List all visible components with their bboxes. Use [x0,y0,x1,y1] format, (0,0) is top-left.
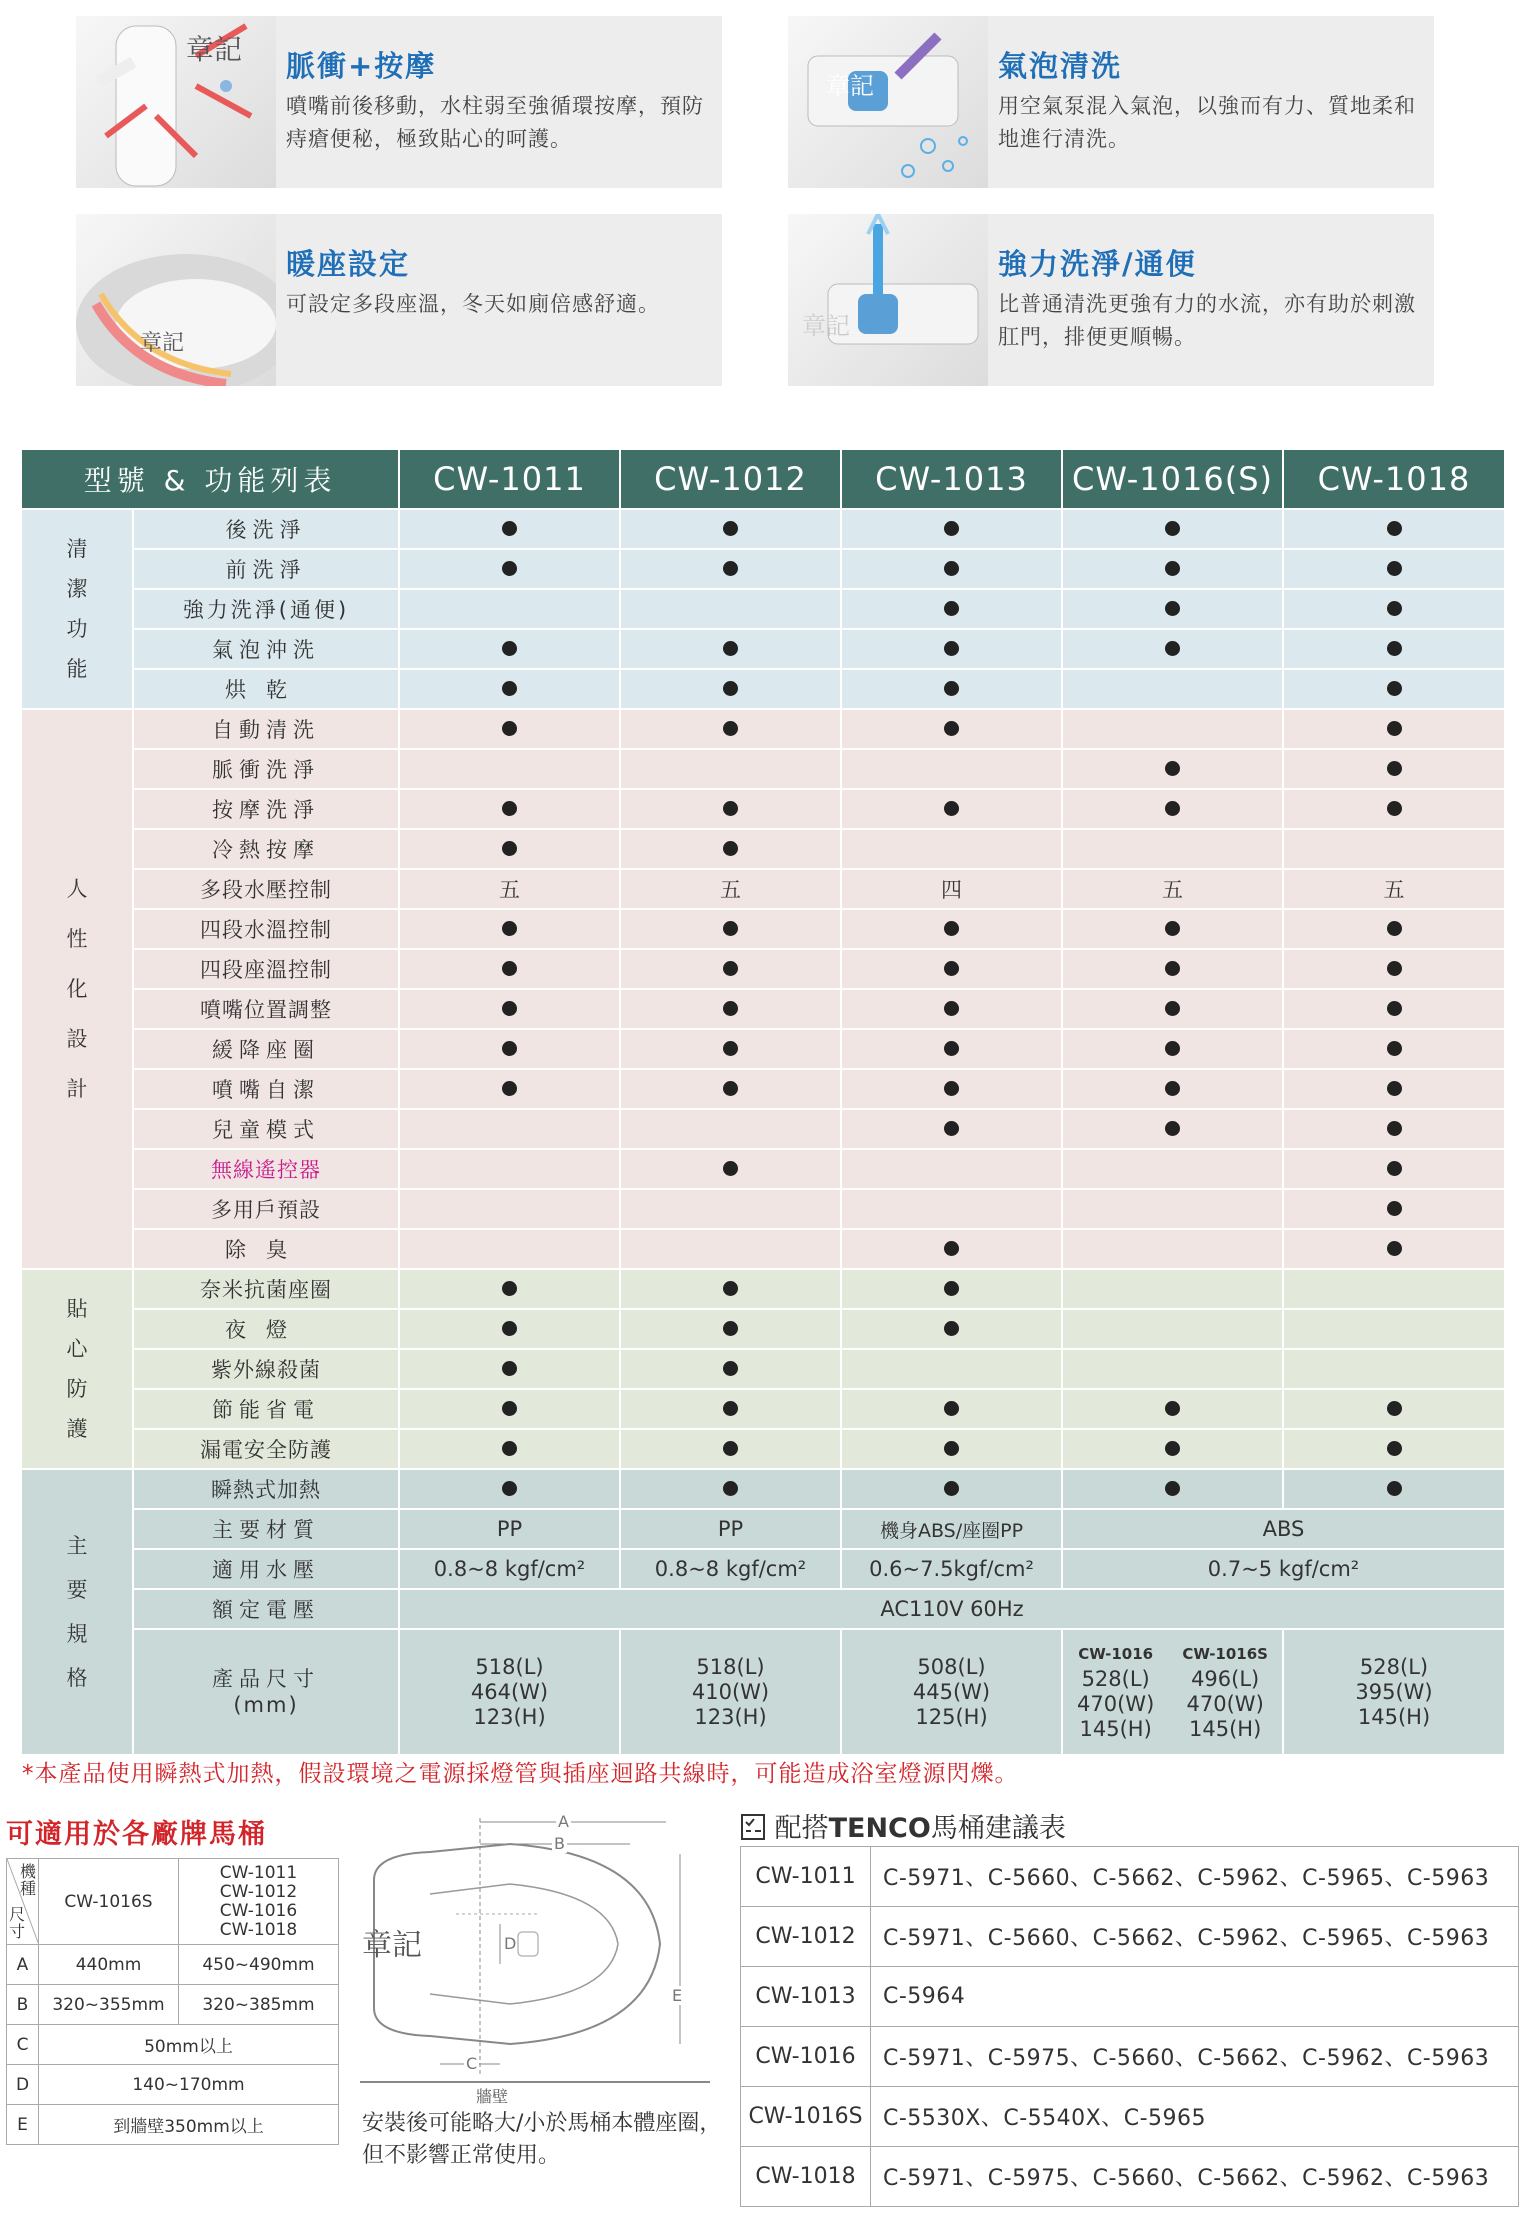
size-line: 518(L) [475,1654,544,1679]
group-label [21,1469,133,1755]
dot-mark [1165,641,1180,656]
dim-value: 450~490mm [179,1945,339,1985]
dot-mark [944,921,959,936]
group-label-text: 清潔功能 [66,537,88,681]
size-line: 470(W) [1186,1692,1264,1716]
bubble-wash-icon [788,16,988,188]
tenco-title-pre: 配搭 [774,1813,829,1844]
feature-label: 節能省電 [133,1389,399,1429]
tenco-list: C-5530X、C-5540X、C-5965 [871,2087,1519,2147]
dot-mark [1387,1161,1402,1176]
dot-mark [502,721,517,736]
feature-desc: 可設定多段座溫，冬天如廁倍感舒適。 [286,292,660,316]
dot-mark [502,1281,517,1296]
dim-label-e: E [672,1986,683,2005]
table-row [741,2087,1519,2147]
watermark: 章記 [140,331,185,356]
dim-value: 50mm以上 [39,2025,339,2065]
table-row [21,1589,1505,1629]
pressure-value: 0.6~7.5kgf/cm² [841,1549,1062,1589]
dot-mark [723,961,738,976]
dot-mark [1387,641,1402,656]
tenco-list: C-5964 [871,1967,1519,2027]
table-row [21,629,1505,669]
size-line: 464(W) [470,1679,549,1704]
size-line: 496(L) [1191,1667,1260,1691]
tenco-model: CW-1016 [741,2027,871,2087]
dot-mark [1387,1241,1402,1256]
table-row [21,1389,1505,1429]
tenco-model: CW-1016S [741,2087,871,2147]
size-line: 145(H) [1079,1717,1152,1741]
dot-mark [1387,601,1402,616]
dot-mark [502,1441,517,1456]
dot-mark [944,1041,959,1056]
feature-label: 額定電壓 [133,1589,399,1629]
group-label-text: 貼心防護 [66,1297,88,1441]
table-row [741,1847,1519,1907]
table-row [21,1309,1505,1349]
tenco-list: C-5971、C-5660、C-5662、C-5962、C-5965、C-5963 [871,1907,1519,1967]
feature-label: 前洗淨 [133,549,399,589]
dot-mark [502,561,517,576]
feature-card-pulse [76,16,722,188]
dot-mark [944,521,959,536]
dot-mark [502,521,517,536]
size-line: 518(L) [696,1654,765,1679]
heated-seat-icon [76,214,276,386]
table-row [741,1967,1519,2027]
dot-mark [502,801,517,816]
dot-mark [1387,1481,1402,1496]
dot-mark [1387,1001,1402,1016]
dot-mark [723,1441,738,1456]
power-wash-icon [788,214,988,386]
dot-mark [1387,1081,1402,1096]
compat-col-header [179,1859,339,1945]
dot-mark [502,1001,517,1016]
feature-label: 主要材質 [133,1509,399,1549]
group-label [21,509,133,709]
dim-value: 320~385mm [179,1985,339,2025]
dot-mark [723,721,738,736]
size-line: 508(L) [917,1654,986,1679]
dot-mark [723,921,738,936]
dot-mark [1165,1481,1180,1496]
table-row [21,789,1505,829]
table-row [7,1985,339,2025]
feature-label: 漏電安全防護 [133,1429,399,1469]
table-row [21,549,1505,589]
model-header: CW-1012 [620,449,841,509]
flicker-note: *本產品使用瞬熱式加熱，假設環境之電源採燈管與插座迴路共線時，可能造成浴室燈源閃爍。 [22,1761,1019,1787]
table-row [7,1859,339,1945]
dot-mark [502,641,517,656]
dot-mark [1165,921,1180,936]
table-row [21,949,1505,989]
dot-mark [1165,801,1180,816]
table-row [7,2105,339,2145]
table-row [21,1229,1505,1269]
material-value: ABS [1062,1509,1505,1549]
dot-mark [1165,1041,1180,1056]
feature-label: 夜燈 [133,1309,399,1349]
feature-title: 強力洗淨/通便 [998,247,1197,281]
table-row [21,1269,1505,1309]
table-row [21,1149,1505,1189]
feature-label: 多用戶預設 [133,1189,399,1229]
model-line: CW-1011 [219,1862,298,1883]
watermark: 章記 [186,33,243,66]
corner-cell [7,1859,39,1945]
table-row [21,669,1505,709]
level-value: 五 [620,869,841,909]
dot-mark [502,921,517,936]
tenco-title [740,1806,1066,1845]
dot-mark [944,1281,959,1296]
dot-mark [1387,561,1402,576]
size-line: 528(L) [1081,1667,1150,1691]
corner-top-label: 機種 [20,1862,37,1898]
dot-mark [723,1281,738,1296]
dot-mark [1387,1041,1402,1056]
dot-mark [944,961,959,976]
caption-line: 但不影響正常使用。 [362,2143,561,2168]
model-header: CW-1011 [399,449,620,509]
feature-label: 氣泡沖洗 [133,629,399,669]
watermark: 章記 [362,1928,422,1963]
table-row [741,1907,1519,1967]
feature-label: 烘乾 [133,669,399,709]
dot-mark [1387,721,1402,736]
dim-value: 440mm [39,1945,179,1985]
diagram-caption [362,2108,721,2172]
size-line: 445(W) [912,1679,991,1704]
dot-mark [723,841,738,856]
compat-col-header: CW-1016S [39,1859,179,1945]
dim-value: 320~355mm [39,1985,179,2025]
dot-mark [723,1161,738,1176]
table-row [21,829,1505,869]
dim-key: E [7,2105,39,2145]
group-label [21,709,133,1269]
dim-value: 140~170mm [39,2065,339,2105]
size-cell [841,1629,1062,1755]
dot-mark [502,1041,517,1056]
dot-mark [723,1001,738,1016]
dot-mark [723,1321,738,1336]
dim-key: D [7,2065,39,2105]
tenco-list: C-5971、C-5975、C-5660、C-5662、C-5962、C-5963 [871,2147,1519,2207]
dot-mark [723,1361,738,1376]
watermark: 章記 [802,312,850,340]
table-row [21,1629,1505,1755]
tenco-title-post: 馬桶建議表 [930,1813,1066,1844]
feature-label [133,1629,399,1755]
dot-mark [944,1481,959,1496]
dot-mark [944,721,959,736]
table-row [7,1945,339,1985]
feature-label: 緩降座圈 [133,1029,399,1069]
material-value: PP [620,1509,841,1549]
size-line: 410(W) [691,1679,770,1704]
pressure-value: 0.7~5 kgf/cm² [1062,1549,1505,1589]
size-subheader: CW-1016 [1078,1645,1154,1663]
tenco-table [740,1846,1519,2207]
feature-desc: 比普通清洗更強有力的水流，亦有助於刺激肛門，排便更順暢。 [998,292,1416,349]
group-label-text: 人性化設計 [66,877,88,1101]
checklist-icon [740,1813,766,1841]
table-row [21,589,1505,629]
dot-mark [1165,521,1180,536]
feature-label: 瞬熱式加熱 [133,1469,399,1509]
dot-mark [723,1041,738,1056]
dot-mark [944,561,959,576]
pressure-value: 0.8~8 kgf/cm² [620,1549,841,1589]
material-value: PP [399,1509,620,1549]
dot-mark [1387,681,1402,696]
size-cell [620,1629,841,1755]
feature-title: 暖座設定 [286,247,411,281]
feature-card-power-wash [788,214,1434,386]
dot-mark [1165,1121,1180,1136]
dot-mark [502,841,517,856]
tenco-model: CW-1013 [741,1967,871,2027]
dot-mark [1165,1001,1180,1016]
size-line: 125(H) [915,1704,988,1729]
dot-mark [1165,601,1180,616]
dot-mark [944,1241,959,1256]
feature-desc: 用空氣泵混入氣泡，以強而有力、質地柔和地進行清洗。 [998,94,1416,151]
dot-mark [944,801,959,816]
table-row [7,2065,339,2105]
dot-mark [1387,521,1402,536]
dot-mark [944,601,959,616]
table-row [21,1189,1505,1229]
dot-mark [1387,921,1402,936]
dot-mark [944,1081,959,1096]
corner-bottom-label: 尺寸 [9,1905,26,1941]
feature-label-highlight: 無線遙控器 [133,1149,399,1189]
model-header: CW-1013 [841,449,1062,509]
dot-mark [1165,561,1180,576]
spec-header-title: 型號 & 功能列表 [21,449,399,509]
tenco-model: CW-1018 [741,2147,871,2207]
dot-mark [944,641,959,656]
dot-mark [944,1121,959,1136]
table-row [7,2025,339,2065]
dot-mark [1165,961,1180,976]
tenco-list: C-5971、C-5975、C-5660、C-5662、C-5962、C-5963 [871,2027,1519,2087]
tenco-model: CW-1011 [741,1847,871,1907]
group-label [21,1269,133,1469]
dot-mark [723,801,738,816]
dim-label-a: A [558,1812,569,1831]
feature-label: 冷熱按摩 [133,829,399,869]
size-line: 395(W) [1355,1679,1433,1704]
size-cell [1283,1629,1505,1755]
voltage-value: AC110V 60Hz [399,1589,1505,1629]
dot-mark [723,1401,738,1416]
dot-mark [502,1081,517,1096]
table-row [21,1469,1505,1509]
feature-label: 奈米抗菌座圈 [133,1269,399,1309]
pressure-value: 0.8~8 kgf/cm² [399,1549,620,1589]
model-header: CW-1016(S) [1062,449,1283,509]
size-unit: (mm) [233,1693,299,1717]
size-line: 123(H) [694,1704,767,1729]
table-row [21,1429,1505,1469]
table-row [21,1549,1505,1589]
material-value: 機身ABS/座圈PP [841,1509,1062,1549]
table-row [21,749,1505,789]
dim-key: B [7,1985,39,2025]
model-line: CW-1016 [219,1900,298,1921]
dot-mark [723,1481,738,1496]
level-value: 五 [1283,869,1505,909]
dot-mark [723,681,738,696]
feature-card-bubble [788,16,1434,188]
table-row [21,1349,1505,1389]
feature-label: 多段水壓控制 [133,869,399,909]
feature-card-heated-seat [76,214,722,386]
dot-mark [1387,961,1402,976]
pulse-nozzle-icon [76,16,276,188]
tenco-model: CW-1012 [741,1907,871,1967]
compat-table [6,1858,339,2145]
dot-mark [1387,801,1402,816]
feature-label: 後洗淨 [133,509,399,549]
dim-key: A [7,1945,39,1985]
table-row [741,2147,1519,2207]
model-line: CW-1018 [219,1919,298,1940]
feature-label: 噴嘴位置調整 [133,989,399,1029]
table-row [21,1069,1505,1109]
feature-label: 自動清洗 [133,709,399,749]
table-row [21,509,1505,549]
dot-mark [1165,761,1180,776]
table-row [21,1509,1505,1549]
dim-label-b: B [554,1834,565,1853]
feature-label: 四段座溫控制 [133,949,399,989]
table-row [21,869,1505,909]
tenco-brand: TENCO [828,1813,931,1844]
feature-label: 兒童模式 [133,1109,399,1149]
feature-label: 四段水溫控制 [133,909,399,949]
dot-mark [1387,1201,1402,1216]
dot-mark [1387,1401,1402,1416]
dot-mark [1165,1081,1180,1096]
table-row [21,1109,1505,1149]
dot-mark [1165,1441,1180,1456]
dim-label-c: C [466,2054,478,2073]
dim-value: 到牆壁350mm以上 [39,2105,339,2145]
feature-label: 脈衝洗淨 [133,749,399,789]
feature-title: 氣泡清洗 [998,49,1123,83]
dot-mark [723,641,738,656]
feature-label: 按摩洗淨 [133,789,399,829]
dim-label-d: D [504,1934,517,1953]
dot-mark [1387,1441,1402,1456]
level-value: 五 [399,869,620,909]
size-line: 145(H) [1189,1717,1262,1741]
table-row [741,2027,1519,2087]
watermark: 章記 [826,72,874,100]
table-row [21,709,1505,749]
feature-label: 適用水壓 [133,1549,399,1589]
dim-key: C [7,2025,39,2065]
feature-desc: 噴嘴前後移動，水柱弱至強循環按摩，預防痔瘡便秘，極致貼心的呵護。 [286,94,704,151]
dot-mark [1165,1401,1180,1416]
caption-line: 安裝後可能略大/小於馬桶本體座圈， [362,2111,722,2136]
level-value: 四 [841,869,1062,909]
dot-mark [502,1361,517,1376]
feature-label: 紫外線殺菌 [133,1349,399,1389]
dot-mark [1387,1121,1402,1136]
spec-table [20,448,1506,1756]
model-header: CW-1018 [1283,449,1505,509]
feature-label: 強力洗淨(通便) [133,589,399,629]
size-label: 產品尺寸 [212,1667,320,1691]
table-row [21,1029,1505,1069]
dot-mark [944,1321,959,1336]
dot-mark [502,1321,517,1336]
level-value: 五 [1062,869,1283,909]
dot-mark [944,1001,959,1016]
size-line: 470(W) [1077,1692,1155,1716]
size-line: 145(H) [1357,1704,1431,1729]
feature-label: 噴嘴自潔 [133,1069,399,1109]
tenco-list: C-5971、C-5660、C-5662、C-5962、C-5965、C-5963 [871,1847,1519,1907]
compat-title: 可適用於各廠牌馬桶 [6,1819,267,1850]
model-line: CW-1012 [219,1881,298,1902]
size-cell-1016 [1062,1629,1283,1755]
dot-mark [723,561,738,576]
dot-mark [944,1401,959,1416]
feature-title: 脈衝+按摩 [286,49,437,83]
size-line: 528(L) [1359,1654,1429,1679]
dot-mark [1387,761,1402,776]
dot-mark [944,1441,959,1456]
dot-mark [944,681,959,696]
size-line: 123(H) [473,1704,546,1729]
dot-mark [502,1481,517,1496]
dot-mark [723,1081,738,1096]
seat-dimension-diagram [360,1814,710,2104]
dot-mark [502,961,517,976]
group-label-text: 主要規格 [66,1534,88,1690]
table-row [21,909,1505,949]
spec-header-row [21,449,1505,509]
size-subheader: CW-1016S [1182,1645,1268,1663]
table-row [21,989,1505,1029]
dot-mark [502,1401,517,1416]
wall-label: 牆壁 [476,2087,509,2106]
feature-label: 除臭 [133,1229,399,1269]
dot-mark [723,521,738,536]
dot-mark [502,681,517,696]
size-cell [399,1629,620,1755]
